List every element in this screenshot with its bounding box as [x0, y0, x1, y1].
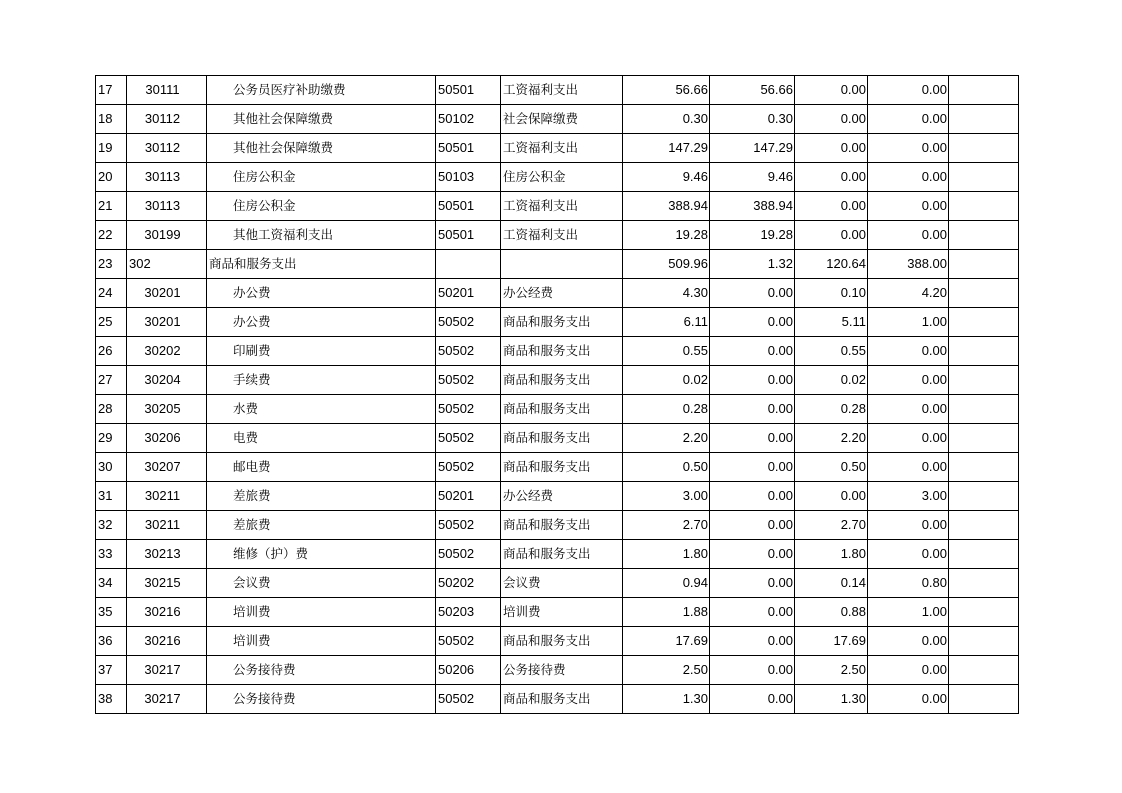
table-row [96, 511, 1019, 540]
amount-col2-cell: 0.00 [710, 598, 795, 627]
amount-col2-cell: 9.46 [710, 163, 795, 192]
economic-code-cell: 30113 [127, 163, 207, 192]
amount-col4-cell: 0.00 [868, 192, 949, 221]
class-code-cell: 50502 [436, 308, 501, 337]
total-amount-cell: 1.80 [623, 540, 710, 569]
item-name-cell: 住房公积金 [207, 192, 436, 221]
economic-code-cell: 30199 [127, 221, 207, 250]
amount-col2-cell: 0.00 [710, 424, 795, 453]
table-row [96, 105, 1019, 134]
remark-cell [949, 453, 1019, 482]
remark-cell [949, 134, 1019, 163]
amount-col4-cell: 0.00 [868, 656, 949, 685]
amount-col2-cell: 0.00 [710, 656, 795, 685]
remark-cell [949, 656, 1019, 685]
class-name-cell: 商品和服务支出 [501, 366, 623, 395]
class-name-cell: 商品和服务支出 [501, 453, 623, 482]
class-name-cell: 商品和服务支出 [501, 627, 623, 656]
economic-code-cell: 30202 [127, 337, 207, 366]
class-code-cell: 50201 [436, 482, 501, 511]
amount-col3-cell: 0.55 [795, 337, 868, 366]
item-name-cell: 水费 [207, 395, 436, 424]
class-name-cell: 社会保障缴费 [501, 105, 623, 134]
remark-cell [949, 192, 1019, 221]
economic-code-cell: 30217 [127, 685, 207, 714]
amount-col4-cell: 0.00 [868, 163, 949, 192]
class-name-cell: 办公经费 [501, 482, 623, 511]
amount-col3-cell: 0.00 [795, 482, 868, 511]
item-name-cell: 培训费 [207, 627, 436, 656]
class-code-cell: 50501 [436, 134, 501, 163]
remark-cell [949, 627, 1019, 656]
amount-col4-cell: 0.80 [868, 569, 949, 598]
class-name-cell: 商品和服务支出 [501, 540, 623, 569]
class-code-cell: 50502 [436, 685, 501, 714]
item-name-cell: 公务员医疗补助缴费 [207, 76, 436, 105]
amount-col4-cell: 0.00 [868, 105, 949, 134]
amount-col2-cell: 0.00 [710, 569, 795, 598]
amount-col3-cell: 2.20 [795, 424, 868, 453]
amount-col2-cell: 1.32 [710, 250, 795, 279]
amount-col2-cell: 0.00 [710, 366, 795, 395]
amount-col2-cell: 0.00 [710, 308, 795, 337]
amount-col4-cell: 4.20 [868, 279, 949, 308]
row-number-cell: 36 [96, 627, 127, 656]
amount-col4-cell: 0.00 [868, 134, 949, 163]
amount-col4-cell: 0.00 [868, 76, 949, 105]
amount-col3-cell: 0.10 [795, 279, 868, 308]
total-amount-cell: 1.30 [623, 685, 710, 714]
item-name-cell: 其他社会保障缴费 [207, 134, 436, 163]
remark-cell [949, 308, 1019, 337]
total-amount-cell: 17.69 [623, 627, 710, 656]
class-code-cell: 50203 [436, 598, 501, 627]
table-row [96, 308, 1019, 337]
amount-col2-cell: 0.00 [710, 453, 795, 482]
amount-col4-cell: 3.00 [868, 482, 949, 511]
item-name-cell: 办公费 [207, 308, 436, 337]
class-code-cell [436, 250, 501, 279]
amount-col2-cell: 0.00 [710, 511, 795, 540]
remark-cell [949, 540, 1019, 569]
table-row [96, 685, 1019, 714]
amount-col2-cell: 388.94 [710, 192, 795, 221]
table-row [96, 134, 1019, 163]
table-body [96, 76, 1019, 714]
class-name-cell: 商品和服务支出 [501, 337, 623, 366]
class-name-cell: 商品和服务支出 [501, 424, 623, 453]
amount-col3-cell: 2.50 [795, 656, 868, 685]
remark-cell [949, 250, 1019, 279]
economic-code-cell: 30211 [127, 482, 207, 511]
item-name-cell: 邮电费 [207, 453, 436, 482]
total-amount-cell: 2.70 [623, 511, 710, 540]
amount-col4-cell: 0.00 [868, 453, 949, 482]
amount-col4-cell: 0.00 [868, 424, 949, 453]
economic-code-cell: 30213 [127, 540, 207, 569]
class-code-cell: 50201 [436, 279, 501, 308]
class-code-cell: 50202 [436, 569, 501, 598]
item-name-cell: 公务接待费 [207, 656, 436, 685]
total-amount-cell: 0.28 [623, 395, 710, 424]
economic-code-cell: 30215 [127, 569, 207, 598]
item-name-cell: 商品和服务支出 [207, 250, 436, 279]
class-name-cell: 商品和服务支出 [501, 395, 623, 424]
row-number-cell: 25 [96, 308, 127, 337]
class-code-cell: 50102 [436, 105, 501, 134]
row-number-cell: 19 [96, 134, 127, 163]
class-code-cell: 50501 [436, 192, 501, 221]
item-name-cell: 办公费 [207, 279, 436, 308]
amount-col3-cell: 0.00 [795, 76, 868, 105]
total-amount-cell: 19.28 [623, 221, 710, 250]
class-name-cell: 住房公积金 [501, 163, 623, 192]
economic-code-cell: 30216 [127, 598, 207, 627]
amount-col3-cell: 1.30 [795, 685, 868, 714]
row-number-cell: 30 [96, 453, 127, 482]
total-amount-cell: 1.88 [623, 598, 710, 627]
row-number-cell: 37 [96, 656, 127, 685]
table-row [96, 569, 1019, 598]
total-amount-cell: 3.00 [623, 482, 710, 511]
row-number-cell: 26 [96, 337, 127, 366]
class-name-cell: 公务接待费 [501, 656, 623, 685]
total-amount-cell: 0.02 [623, 366, 710, 395]
amount-col4-cell: 1.00 [868, 308, 949, 337]
row-number-cell: 27 [96, 366, 127, 395]
item-name-cell: 其他社会保障缴费 [207, 105, 436, 134]
class-code-cell: 50502 [436, 540, 501, 569]
total-amount-cell: 6.11 [623, 308, 710, 337]
amount-col4-cell: 388.00 [868, 250, 949, 279]
amount-col2-cell: 147.29 [710, 134, 795, 163]
item-name-cell: 培训费 [207, 598, 436, 627]
economic-code-cell: 302 [127, 250, 207, 279]
total-amount-cell: 147.29 [623, 134, 710, 163]
amount-col4-cell: 0.00 [868, 395, 949, 424]
item-name-cell: 印刷费 [207, 337, 436, 366]
economic-code-cell: 30206 [127, 424, 207, 453]
total-amount-cell: 509.96 [623, 250, 710, 279]
table-row [96, 279, 1019, 308]
amount-col3-cell: 0.50 [795, 453, 868, 482]
row-number-cell: 24 [96, 279, 127, 308]
class-name-cell: 工资福利支出 [501, 76, 623, 105]
economic-code-cell: 30217 [127, 656, 207, 685]
remark-cell [949, 337, 1019, 366]
economic-code-cell: 30207 [127, 453, 207, 482]
amount-col2-cell: 0.00 [710, 395, 795, 424]
remark-cell [949, 511, 1019, 540]
remark-cell [949, 221, 1019, 250]
class-code-cell: 50502 [436, 453, 501, 482]
economic-code-cell: 30201 [127, 279, 207, 308]
economic-code-cell: 30205 [127, 395, 207, 424]
class-name-cell: 商品和服务支出 [501, 685, 623, 714]
class-name-cell: 工资福利支出 [501, 221, 623, 250]
remark-cell [949, 163, 1019, 192]
table-row [96, 366, 1019, 395]
item-name-cell: 差旅费 [207, 511, 436, 540]
remark-cell [949, 598, 1019, 627]
class-code-cell: 50103 [436, 163, 501, 192]
expense-table [95, 75, 1019, 714]
class-code-cell: 50502 [436, 337, 501, 366]
table-row [96, 395, 1019, 424]
class-name-cell: 商品和服务支出 [501, 511, 623, 540]
amount-col3-cell: 17.69 [795, 627, 868, 656]
table-row [96, 540, 1019, 569]
item-name-cell: 会议费 [207, 569, 436, 598]
amount-col3-cell: 0.00 [795, 105, 868, 134]
class-name-cell: 工资福利支出 [501, 192, 623, 221]
amount-col2-cell: 0.30 [710, 105, 795, 134]
remark-cell [949, 76, 1019, 105]
total-amount-cell: 9.46 [623, 163, 710, 192]
class-code-cell: 50502 [436, 511, 501, 540]
remark-cell [949, 685, 1019, 714]
table-row [96, 482, 1019, 511]
table-row [96, 192, 1019, 221]
remark-cell [949, 105, 1019, 134]
total-amount-cell: 0.94 [623, 569, 710, 598]
total-amount-cell: 2.50 [623, 656, 710, 685]
total-amount-cell: 0.50 [623, 453, 710, 482]
row-number-cell: 21 [96, 192, 127, 221]
class-code-cell: 50502 [436, 395, 501, 424]
item-name-cell: 公务接待费 [207, 685, 436, 714]
economic-code-cell: 30204 [127, 366, 207, 395]
amount-col2-cell: 0.00 [710, 685, 795, 714]
table-row [96, 250, 1019, 279]
economic-code-cell: 30112 [127, 105, 207, 134]
table-row [96, 221, 1019, 250]
table-row [96, 598, 1019, 627]
remark-cell [949, 569, 1019, 598]
economic-code-cell: 30201 [127, 308, 207, 337]
row-number-cell: 28 [96, 395, 127, 424]
amount-col3-cell: 0.00 [795, 192, 868, 221]
item-name-cell: 电费 [207, 424, 436, 453]
amount-col3-cell: 0.02 [795, 366, 868, 395]
amount-col3-cell: 120.64 [795, 250, 868, 279]
row-number-cell: 38 [96, 685, 127, 714]
row-number-cell: 22 [96, 221, 127, 250]
table-row [96, 656, 1019, 685]
amount-col3-cell: 0.88 [795, 598, 868, 627]
amount-col3-cell: 0.00 [795, 134, 868, 163]
item-name-cell: 其他工资福利支出 [207, 221, 436, 250]
amount-col3-cell: 0.14 [795, 569, 868, 598]
amount-col2-cell: 0.00 [710, 627, 795, 656]
table-row [96, 337, 1019, 366]
table-row [96, 163, 1019, 192]
class-name-cell: 办公经费 [501, 279, 623, 308]
table-row [96, 424, 1019, 453]
amount-col4-cell: 0.00 [868, 337, 949, 366]
class-code-cell: 50501 [436, 221, 501, 250]
total-amount-cell: 388.94 [623, 192, 710, 221]
class-code-cell: 50502 [436, 627, 501, 656]
class-code-cell: 50502 [436, 424, 501, 453]
item-name-cell: 维修（护）费 [207, 540, 436, 569]
row-number-cell: 20 [96, 163, 127, 192]
row-number-cell: 31 [96, 482, 127, 511]
remark-cell [949, 366, 1019, 395]
row-number-cell: 23 [96, 250, 127, 279]
amount-col3-cell: 0.00 [795, 163, 868, 192]
item-name-cell: 差旅费 [207, 482, 436, 511]
economic-code-cell: 30111 [127, 76, 207, 105]
amount-col3-cell: 0.00 [795, 221, 868, 250]
row-number-cell: 33 [96, 540, 127, 569]
class-code-cell: 50206 [436, 656, 501, 685]
economic-code-cell: 30112 [127, 134, 207, 163]
amount-col3-cell: 1.80 [795, 540, 868, 569]
class-name-cell: 工资福利支出 [501, 134, 623, 163]
remark-cell [949, 395, 1019, 424]
amount-col2-cell: 19.28 [710, 221, 795, 250]
class-name-cell: 会议费 [501, 569, 623, 598]
table-row [96, 453, 1019, 482]
total-amount-cell: 4.30 [623, 279, 710, 308]
remark-cell [949, 482, 1019, 511]
class-code-cell: 50502 [436, 366, 501, 395]
total-amount-cell: 56.66 [623, 76, 710, 105]
economic-code-cell: 30113 [127, 192, 207, 221]
remark-cell [949, 279, 1019, 308]
amount-col4-cell: 0.00 [868, 627, 949, 656]
amount-col2-cell: 0.00 [710, 482, 795, 511]
class-name-cell: 培训费 [501, 598, 623, 627]
amount-col4-cell: 1.00 [868, 598, 949, 627]
amount-col4-cell: 0.00 [868, 511, 949, 540]
item-name-cell: 手续费 [207, 366, 436, 395]
amount-col3-cell: 5.11 [795, 308, 868, 337]
amount-col3-cell: 2.70 [795, 511, 868, 540]
row-number-cell: 34 [96, 569, 127, 598]
amount-col2-cell: 0.00 [710, 337, 795, 366]
row-number-cell: 18 [96, 105, 127, 134]
amount-col4-cell: 0.00 [868, 366, 949, 395]
row-number-cell: 35 [96, 598, 127, 627]
amount-col2-cell: 56.66 [710, 76, 795, 105]
row-number-cell: 29 [96, 424, 127, 453]
remark-cell [949, 424, 1019, 453]
row-number-cell: 17 [96, 76, 127, 105]
economic-code-cell: 30216 [127, 627, 207, 656]
economic-code-cell: 30211 [127, 511, 207, 540]
amount-col4-cell: 0.00 [868, 540, 949, 569]
table-row [96, 627, 1019, 656]
amount-col2-cell: 0.00 [710, 540, 795, 569]
amount-col3-cell: 0.28 [795, 395, 868, 424]
item-name-cell: 住房公积金 [207, 163, 436, 192]
class-name-cell [501, 250, 623, 279]
class-name-cell: 商品和服务支出 [501, 308, 623, 337]
amount-col4-cell: 0.00 [868, 685, 949, 714]
class-code-cell: 50501 [436, 76, 501, 105]
row-number-cell: 32 [96, 511, 127, 540]
amount-col4-cell: 0.00 [868, 221, 949, 250]
total-amount-cell: 0.30 [623, 105, 710, 134]
table-row [96, 76, 1019, 105]
amount-col2-cell: 0.00 [710, 279, 795, 308]
total-amount-cell: 2.20 [623, 424, 710, 453]
total-amount-cell: 0.55 [623, 337, 710, 366]
